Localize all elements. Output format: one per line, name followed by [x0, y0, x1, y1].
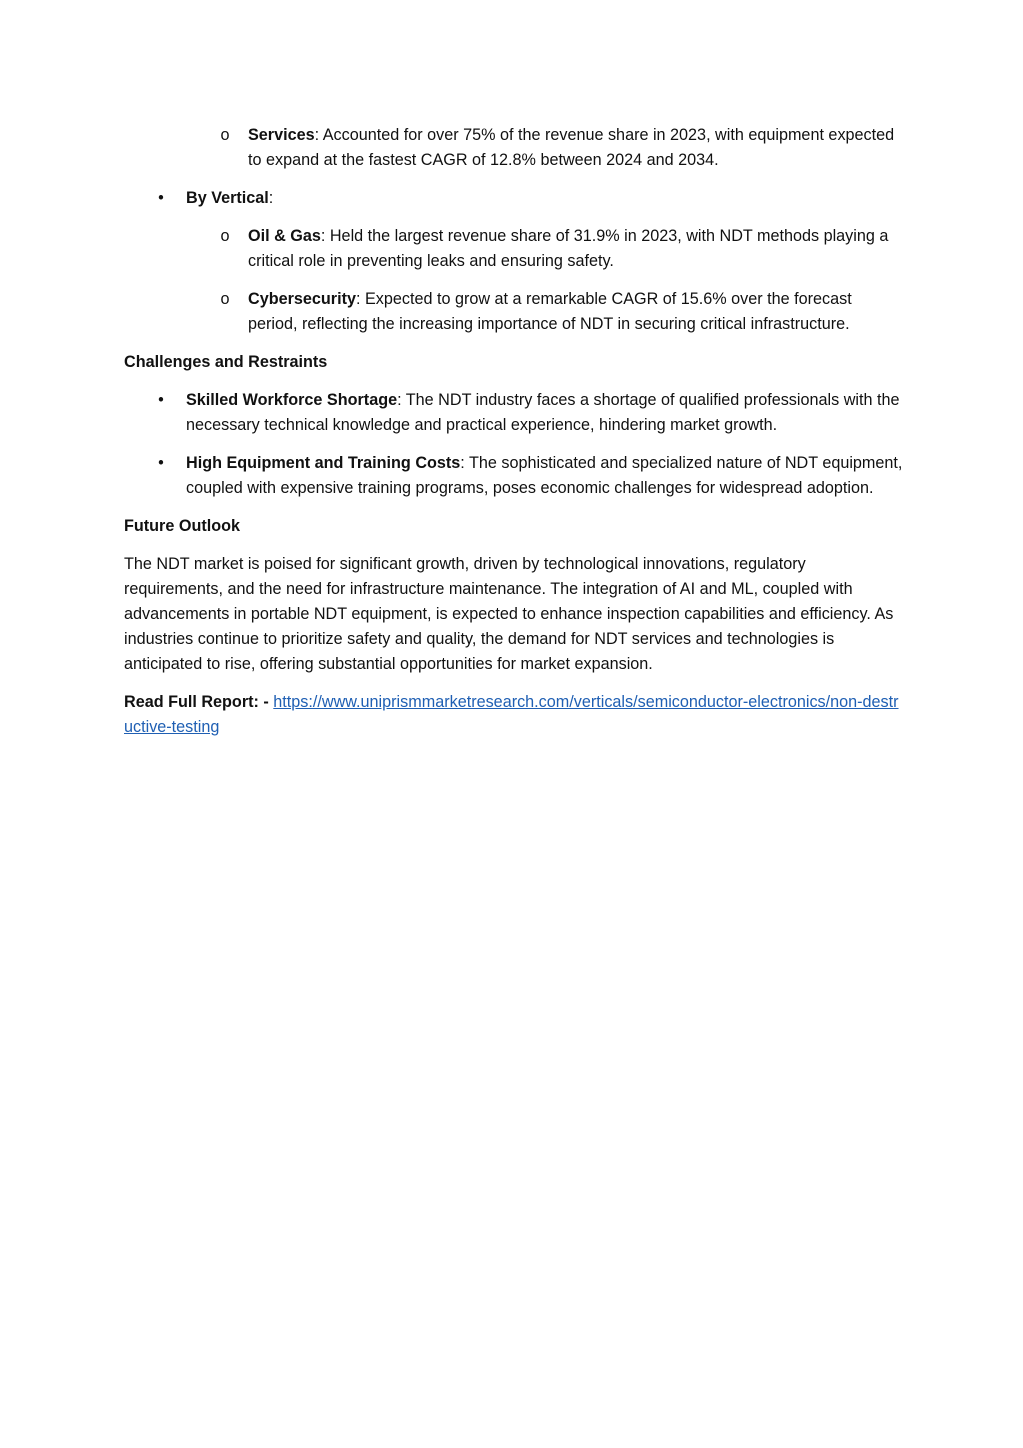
segment-title: By Vertical — [186, 189, 269, 207]
challenge-text: : The sophisticated and specialized nature of NDT equipment, coupled with expensive training programs, poses economic challenges for widespread adoption. — [186, 454, 903, 497]
segment-title: Services — [248, 126, 315, 144]
segment-oil-gas — [124, 224, 904, 274]
challenge-title: High Equipment and Training Costs — [186, 454, 461, 472]
challenges-heading: Challenges and Restraints — [124, 353, 328, 371]
document-content — [124, 123, 904, 753]
bullet-marker: • — [158, 189, 164, 207]
outlook-heading: Future Outlook — [124, 517, 240, 535]
segment-by-vertical — [124, 186, 904, 211]
report-line — [124, 690, 904, 740]
segment-text: : Expected to grow at a remarkable CAGR of 15.6% over the forecast period, reflecting the increasing importance of NDT in securing critical infrastructure. — [248, 290, 852, 333]
segment-services — [124, 123, 904, 173]
challenge-item-costs — [124, 451, 904, 501]
segment-text: : Held the largest revenue share of 31.9% in 2023, with NDT methods playing a critical role in preventing leaks and ensuring safety. — [248, 227, 889, 270]
sub-bullet-marker: o — [220, 290, 230, 308]
report-label: Read Full Report: - — [124, 693, 274, 711]
segment-text: : Accounted for over 75% of the revenue share in 2023, with equipment expected to expand at the fastest CAGR of 12.8% between 2024 and 2034. — [248, 126, 895, 169]
report-link[interactable]: https://www.uniprismmarketresearch.com/verticals/semiconductor-electronics/non-destructive-testing — [124, 693, 899, 736]
challenge-text: : The NDT industry faces a shortage of qualified professionals with the necessary technical knowledge and practical experience, hindering market growth. — [186, 391, 900, 434]
segment-text: : — [268, 189, 274, 207]
outlook-paragraph: The NDT market is poised for significant growth, driven by technological innovations, regulatory requirements, and the need for infrastructure maintenance. The integration of AI and ML, coupled with advancements in portable NDT equipment, is expected to enhance inspection capabilities and efficiency. As industries continue to prioritize safety and quality, the demand for NDT services and technologies is anticipated to rise, offering substantial opportunities for market expansion. — [124, 555, 894, 673]
sub-bullet-marker: o — [220, 126, 230, 144]
segment-title: Oil & Gas — [248, 227, 321, 245]
segment-cybersecurity — [124, 287, 904, 337]
challenge-title: Skilled Workforce Shortage — [186, 391, 398, 409]
sub-bullet-marker: o — [220, 227, 230, 245]
challenge-item-workforce — [124, 388, 904, 438]
bullet-marker: • — [158, 454, 164, 472]
segment-title: Cybersecurity — [248, 290, 356, 308]
bullet-marker: • — [158, 391, 164, 409]
